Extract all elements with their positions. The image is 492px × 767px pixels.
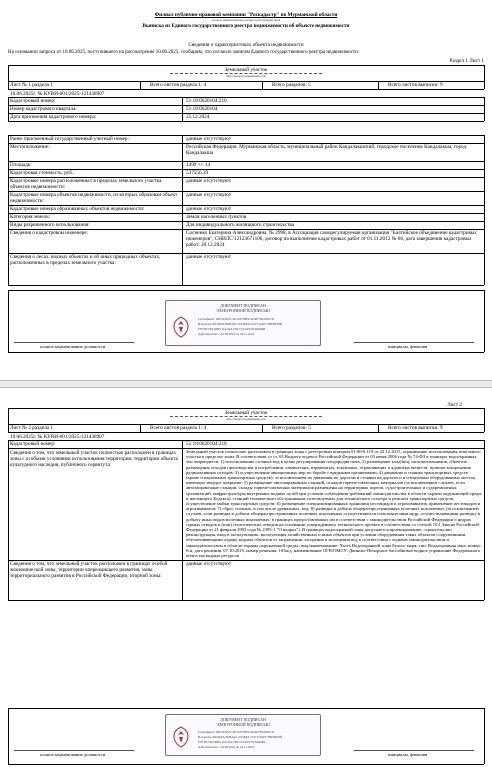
- stamp-validity: Действителен: с 02.09.2024 по 26.11.2025: [198, 745, 255, 749]
- stamp-owner-cont: РЕГИСТРАЦИИ, КАДАСТРА И КАРТОГРАФИИ: [198, 740, 266, 744]
- stamp-title: ДОКУМЕНТ ПОДПИСАН ЭЛЕКТРОННОЙ ПОДПИСЬЮ: [216, 717, 270, 727]
- special-zone-label: Сведения о том, что земельный участок расположен в границах особой экономической зоны, территории опережающего развития, зоны территориального развития в Российской Федерации, игорной зоны:: [10, 561, 168, 579]
- stamp-title: ДОКУМЕНТ ПОДПИСАН ЭЛЕКТРОННОЙ ПОДПИСЬЮ: [216, 303, 270, 313]
- formed-objects-label: Кадастровые номера образованных объектов недвижимости:: [10, 206, 145, 212]
- e-signature-stamp: [165, 714, 321, 756]
- land-category-value: Земли населенных пунктов: [186, 214, 247, 220]
- stamp-validity: Действителен: с 02.09.2024 по 26.11.2025: [198, 332, 255, 336]
- name-caption: инициалы, фамилия: [388, 344, 428, 349]
- page-separator: [0, 380, 492, 388]
- area-value: 1499 +/- 14: [186, 162, 211, 168]
- meta-sections: Всего разделов: 5: [272, 425, 311, 431]
- prev-number-value: данные отсутствуют: [186, 136, 232, 142]
- assignment-date-value: 25.12.2024: [186, 114, 210, 120]
- land-category-label: Категория земель:: [10, 214, 51, 220]
- meta-sheets-total: Всего листов выписки: 9: [388, 425, 443, 431]
- cadastral-cost-value: 537556.39: [186, 170, 209, 176]
- e-signature-stamp: [165, 300, 321, 346]
- name-caption: инициалы, фамилия: [388, 752, 428, 757]
- meta-sheets-in-section: Всего листов раздела 1: 4: [150, 82, 207, 88]
- objects-within-value: данные отсутствуют: [186, 178, 232, 184]
- registration-line: 10.06.2025г. № КУВИ-001/2025-121438907: [10, 434, 105, 440]
- object-type: Земельный участок: [224, 410, 268, 416]
- position-caption: полное наименование должности: [40, 344, 106, 349]
- stamp-owner: Владелец: ФЕДЕРАЛЬНАЯ СЛУЖБА ГОСУДАРСТВЕННОЙ: [198, 735, 283, 739]
- zone-label: Сведения о том, что земельный участок полностью расположен в границах зоны с особыми условиями использования территории, территории объекта культурного наследия, публичного сервитута:: [10, 450, 178, 468]
- location-value: Российская Федерация, Мурманская область, муниципальный район Кандалакшский, городское поселение Кандалакша, город Кандалакша: [186, 144, 467, 156]
- stamp-certificate: Сертификат: 00D1E8A1C4E35A78B5C4D4E7B2A08C45: [198, 317, 275, 321]
- area-label: Площадь:: [10, 162, 32, 168]
- formed-objects-value: данные отсутствуют: [186, 206, 232, 212]
- meta-sheets-in-section: Всего листов раздела 1: 4: [150, 425, 207, 431]
- special-zone-value: данные отсутствуют: [186, 561, 232, 567]
- meta-sheet: Лист № 2 раздела 1: [10, 425, 53, 431]
- stamp-owner-cont: РЕГИСТРАЦИИ, КАДАСТРА И КАРТОГРАФИИ: [198, 327, 266, 331]
- object-type-caption: вид объекта недвижимости: [226, 74, 266, 78]
- stamp-owner: Владелец: ФЕДЕРАЛЬНАЯ СЛУЖБА ГОСУДАРСТВЕННОЙ: [198, 322, 283, 326]
- source-objects-value: данные отсутствуют: [186, 192, 232, 198]
- cadastral-number-value: 51:18:0020104:210: [186, 98, 227, 104]
- permitted-use-value: Для индивидуального жилищного строительства: [186, 222, 295, 228]
- org-caption: полное наименование органа регистрации прав: [211, 18, 281, 22]
- cadastral-number-value: 51:18:0020104:210: [186, 441, 227, 447]
- meta-sheets-total: Всего листов выписки: 9: [388, 82, 443, 88]
- sheet-label: Лист 2: [447, 402, 462, 408]
- engineer-value: Сосненко Екатерина Александровна, № 2998, в Ассоциация саморегулируемая организация "Балтийское объединение кадастровых инженеров", СНИЛС 12123671106, договор на выполнение кадастровых работ от 01.11.2012 № 86, дата завершения кадастровых работ: 20.12.2024: [186, 230, 477, 248]
- assignment-date-label: Дата присвоения кадастрового номера:: [10, 114, 97, 120]
- coat-of-arms-icon: [170, 315, 192, 339]
- page-1: [0, 0, 492, 380]
- position-caption: полное наименование должности: [40, 752, 106, 757]
- cadastral-quarter-value: 51:18:0020104: [186, 106, 218, 112]
- permitted-use-label: Виды разрешенного использования:: [10, 222, 90, 228]
- prev-number-label: Ранее присвоенный государственный учетный номер:: [10, 136, 129, 142]
- location-label: Местоположение:: [10, 144, 50, 150]
- source-objects-label: Кадастровые номера объектов недвижимости, из которых образован объект недвижимости:: [10, 192, 178, 204]
- cadastral-number-label: Кадастровый номер:: [10, 441, 56, 447]
- org-name: Филиал публично-правовой компании "Роскадастр" по Мурманской области: [154, 12, 338, 18]
- request-text: На основании запроса от 10.06.2025, поступившего на рассмотрение 10.06.2025, сообщаем, что согласно записям Единого государственного реестра недвижимости:: [8, 50, 360, 55]
- objects-within-label: Кадастровые номера расположенных в пределах земельного участка объектов недвижимости:: [10, 178, 162, 190]
- natural-objects-label: Сведения о лесах, водных объектах и об иных природных объектах, расположенных в пределах земельного участка:: [10, 254, 161, 266]
- engineer-label: Сведения о кадастровом инженере:: [10, 230, 88, 236]
- coat-of-arms-icon: [170, 725, 192, 749]
- stamp-certificate: Сертификат: 00D1E8A1C4E35A78B5C4D4E7B2A08C45: [198, 730, 275, 734]
- section-title: Сведения о характеристиках объекта недвижимости: [188, 42, 304, 48]
- cadastral-number-label: Кадастровый номер:: [10, 98, 56, 104]
- zone-value: Земельный участок полностью расположен в границах зоны с реестровым номером 51:00-6.119 от 22.12.2015, ограничение использования земельного участка в пределах зоны: В соответствии со ст. 65 Водного кодекса Российской Федерации от 03 июня 2006 года № 74-ФЗ в границах водоохранных зон запрещается: 1) использование сточных вод в целях регулирования плодородия почв; 2) размещение кладбищ, скотомогильников, объектов размещения отходов производства и потребления, химических, взрывчатых, токсичных, отравляющих и ядовитых веществ, пунктов захоронения радиоактивных отходов; 3) осуществление авиационных мер по борьбе с вредными организмами; 4) движение и стоянка транспортных средств (кроме специальных транспортных средств), за исключением их движения по дорогам и стоянки на дорогах и в специально оборудованных местах, имеющих твердое покрытие; 5) размещение автозаправочных станций, складов горюче-смазочных материалов (за исключением случаев, если автозаправочные станции, склады горюче-смазочных материалов размещены на территориях портов, судостроительных и судоремонтных организаций, инфраструктуры внутренних водных путей при условии соблюдения требований законодательства в области охраны окружающей среды и настоящего Кодекса), станций технического обслуживания, используемых для технического осмотра и ремонта транспортных средств, осуществление мойки транспортных средств; 6) размещение специализированных хранилищ пестицидов и агрохимикатов, применение пестицидов и агрохимикатов; 7) сброс сточных, в том числе дренажных, вод; 8) разведка и добыча общераспространенных полезных ископаемых (за исключением случаев, если разведка и добыча общераспространенных полезных ископаемых осуществляются пользователями недр, осуществляющими разведку и добычу иных видов полезных ископаемых, в границах предоставленных им в соответствии с законодательством Российской Федерации о недрах горных отводов и (или) геологических отводов на основании утвержденного технического проекта в соответствии со статьей 19.1 Закона Российской Федерации от 21 февраля 1992 года № 2395-1 "О недрах"). В границах водоохранной зоны допускается проектирование, строительство, реконструкция, ввод в эксплуатацию, эксплуатация хозяйственных и иных объектов при условии оборудования таких объектов сооружениями, обеспечивающими охрану водных объектов от загрязнения, засорения и истощения вод в соответствии с водным законодательством и законодательством в области охраны окружающей среды., вид/наименование: Часть Водоохранной зоны Белого моря, тип: Водоохранная зона, номер: б/н, дата решения: 07.10.2015, номер решения: 105н/д, наименование ОГВ/ОМСУ: Двинско-Печорское бассейновое водное управление Федерального агентства водных ресурсов: [186, 449, 482, 559]
- cadastral-cost-label: Кадастровая стоимость, руб.:: [10, 170, 75, 176]
- meta-sheet: Лист № 1 раздела 1: [10, 82, 53, 88]
- document-title: Выписка из Единого государственного реестра недвижимости об объекте недвижимости: [142, 23, 350, 29]
- section-label: Раздел 1 Лист 1: [449, 58, 484, 64]
- object-type: Земельный участок: [224, 67, 268, 73]
- meta-sections: Всего разделов: 5: [272, 82, 311, 88]
- cadastral-quarter-label: Номер кадастрового квартала:: [10, 106, 77, 112]
- object-type-caption: вид объекта недвижимости: [226, 417, 266, 421]
- page-2: [0, 388, 492, 767]
- natural-objects-value: данные отсутствуют: [186, 254, 232, 260]
- registration-line: 10.06.2025г. № КУВИ-001/2025-121438907: [10, 91, 105, 97]
